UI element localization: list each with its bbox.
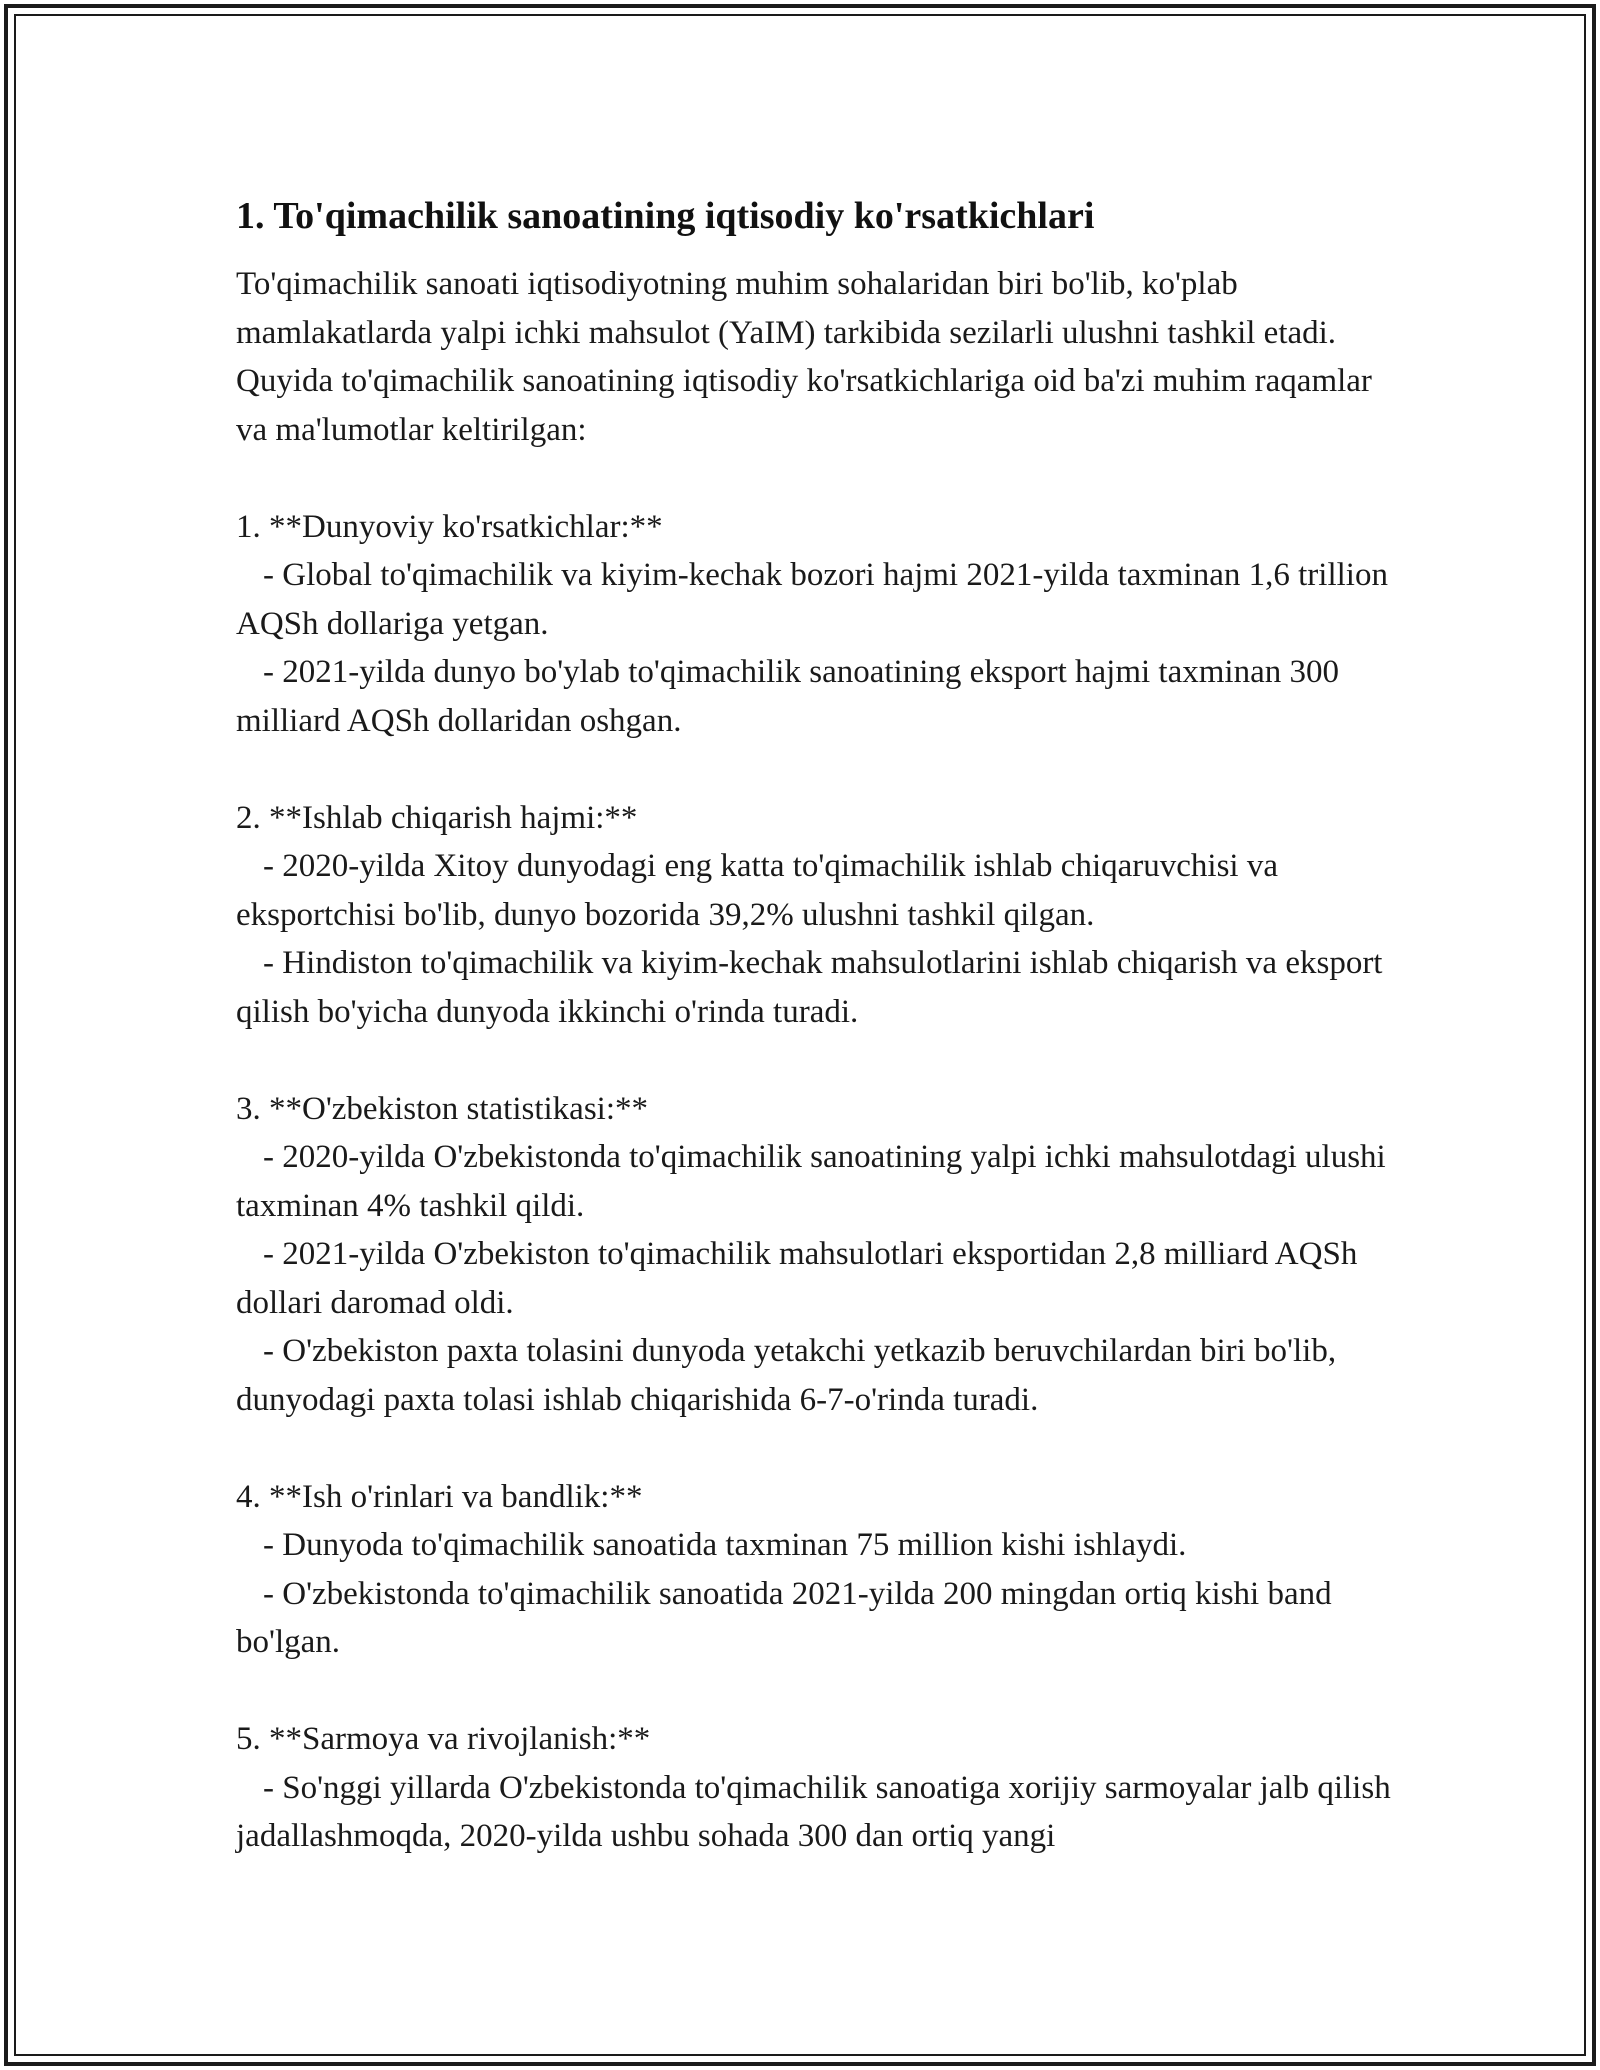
section-investment <box>236 1715 1396 1861</box>
intro-paragraph: To'qimachilik sanoati iqtisodiyotning muhim sohalaridan biri bo'lib, ko'plab mamlakatlarda yalpi ichki mahsulot (YaIM) tarkibida sezilarli ulushni tashkil etadi. Quyida to'qimachilik sanoatining iqtisodiy ko'rsatkichlariga oid ba'zi muhim raqamlar va ma'lumotlar keltirilgan: <box>236 266 1372 448</box>
section-global-indicators <box>236 503 1396 746</box>
list-item: - Global to'qimachilik va kiyim-kechak bozori hajmi 2021-yilda taxminan 1,6 trillion AQSh dollariga yetgan. <box>236 557 1388 642</box>
list-item: - 2020-yilda O'zbekistonda to'qimachilik sanoatining yalpi ichki mahsulotdagi ulushi taxminan 4% tashkil qildi. <box>236 1139 1386 1224</box>
list-item: - 2021-yilda O'zbekiston to'qimachilik mahsulotlari eksportidan 2,8 milliard AQSh dollari daromad oldi. <box>236 1236 1358 1321</box>
list-item: - O'zbekiston paxta tolasini dunyoda yetakchi yetkazib beruvchilardan biri bo'lib, dunyodagi paxta tolasi ishlab chiqarishida 6-7-o'rinda turadi. <box>236 1333 1337 1418</box>
section-production-volume <box>236 794 1396 1037</box>
section-title: 5. **Sarmoya va rivojlanish:** <box>236 1721 651 1757</box>
section-title: 1. **Dunyoviy ko'rsatkichlar:** <box>236 508 663 545</box>
section-title: 2. **Ishlab chiqarish hajmi:** <box>236 799 638 836</box>
list-item: - 2020-yilda Xitoy dunyodagi eng katta to'qimachilik ishlab chiqaruvchisi va eksportchisi bo'lib, dunyo bozorida 39,2% ulushni tashkil qilgan. <box>236 848 1278 933</box>
section-employment <box>236 1473 1396 1667</box>
list-item: - So'nggi yillarda O'zbekistonda to'qimachilik sanoatiga xorijiy sarmoyalar jalb qilish jadallashmoqda, 2020-yilda ushbu sohada 300 dan ortiq yangi <box>236 1769 1391 1854</box>
document-heading: 1. To'qimachilik sanoatining iqtisodiy ko'rsatkichlari <box>236 195 1095 237</box>
list-item: - O'zbekistonda to'qimachilik sanoatida 2021-yilda 200 mingdan ortiq kishi band bo'lgan. <box>236 1575 1332 1660</box>
section-uzbekistan-statistics <box>236 1085 1396 1425</box>
list-item: - Dunyoda to'qimachilik sanoatida taxminan 75 million kishi ishlaydi. <box>263 1527 1187 1563</box>
section-title: 3. **O'zbekiston statistikasi:** <box>236 1090 649 1127</box>
list-item: - Hindiston to'qimachilik va kiyim-kechak mahsulotlarini ishlab chiqarish va eksport qilish bo'yicha dunyoda ikkinchi o'rinda turadi. <box>236 945 1383 1030</box>
document-body <box>236 188 1396 1861</box>
section-title: 4. **Ish o'rinlari va bandlik:** <box>236 1478 643 1515</box>
list-item: - 2021-yilda dunyo bo'ylab to'qimachilik sanoatining eksport hajmi taxminan 300 milliard AQSh dollaridan oshgan. <box>236 654 1339 739</box>
